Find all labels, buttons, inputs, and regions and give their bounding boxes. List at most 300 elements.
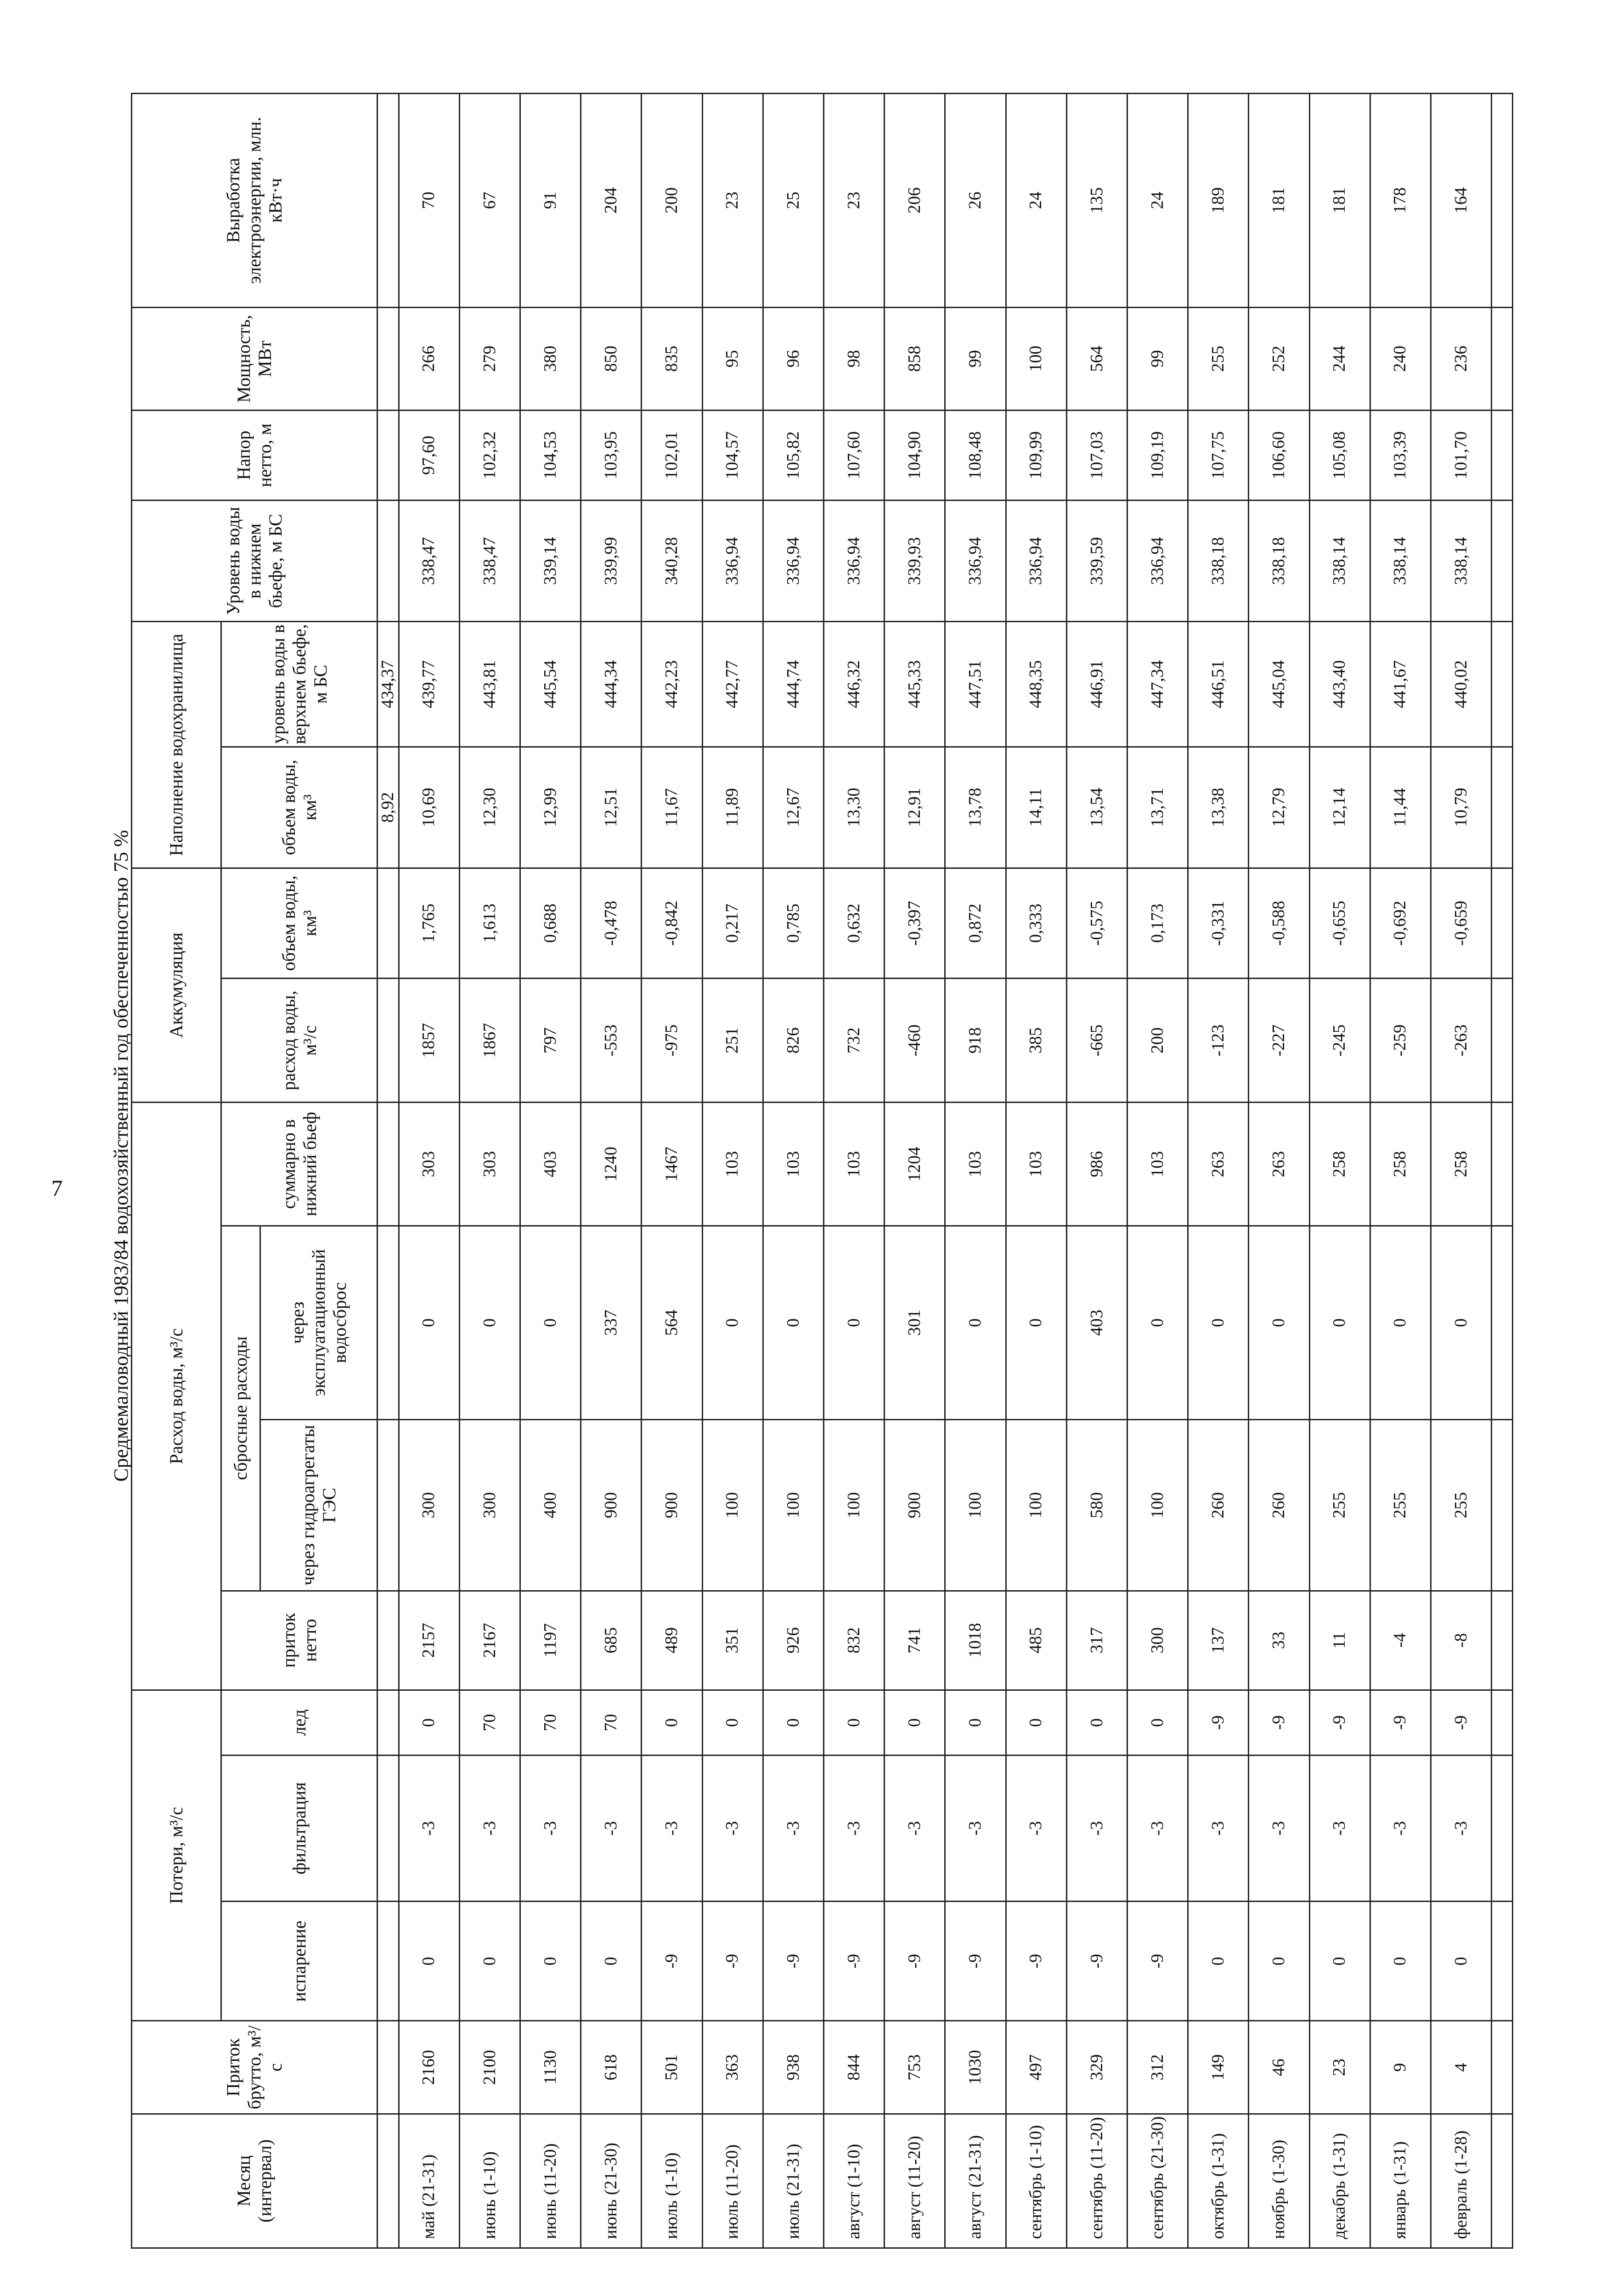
- cell-acc_v: -0,478: [581, 868, 642, 978]
- cell-ges: 100: [1006, 1420, 1066, 1591]
- cell-tail: 336,94: [945, 501, 1006, 622]
- cell-ice: 0: [1066, 1690, 1127, 1755]
- cell-netto: 33: [1249, 1591, 1309, 1690]
- cell-ice: 70: [581, 1690, 642, 1755]
- cell-spill: 564: [642, 1226, 702, 1419]
- col-upstream-level: уровень воды в верхнем бьефе, м БС: [221, 622, 378, 747]
- initial-level: 434,37: [378, 622, 399, 747]
- cell-month: январь (1-31): [1370, 2114, 1431, 2248]
- cell-ges: 300: [459, 1420, 520, 1591]
- cell-lvl: 446,51: [1188, 622, 1249, 747]
- cell-tail: 339,93: [885, 501, 945, 622]
- cell-ice: 0: [824, 1690, 885, 1755]
- cell-power: 98: [824, 307, 885, 410]
- col-energy: Выработка электроэнергии, млн. кВт·ч: [132, 94, 378, 308]
- cell-brutto: 497: [1006, 2021, 1066, 2114]
- cell-ges: 900: [581, 1420, 642, 1591]
- cell-month: июнь (1-10): [459, 2114, 520, 2248]
- water-balance-table: [131, 93, 1513, 2249]
- cell-spill: 403: [1066, 1226, 1127, 1419]
- cell-netto: 2157: [399, 1591, 459, 1690]
- table-row: [1309, 94, 1370, 2248]
- table-row: [824, 94, 885, 2248]
- cell-ice: -9: [1188, 1690, 1249, 1755]
- cell-head: 104,53: [520, 410, 581, 500]
- page-number: 7: [51, 1175, 63, 1201]
- cell-ice: -9: [1431, 1690, 1491, 1755]
- table-row-blank: [1492, 94, 1513, 2248]
- cell-netto: 351: [702, 1591, 763, 1690]
- group-discharge: Расход воды, м³/с: [132, 1103, 221, 1690]
- cell-power: 850: [581, 307, 642, 410]
- cell-energy: 26: [945, 94, 1006, 308]
- col-total-downstream: суммарно в нижний бьеф: [221, 1103, 378, 1226]
- document-title: Средмемаловодный 1983/84 водохозяйственный год обеспеченностью 75 %: [110, 830, 132, 1482]
- cell-tail: 336,94: [1006, 501, 1066, 622]
- table-row: [1431, 94, 1491, 2248]
- cell-acc_q: -553: [581, 979, 642, 1103]
- cell-evap: 0: [399, 1902, 459, 2021]
- cell-head: 102,01: [642, 410, 702, 500]
- cell-power: 99: [945, 307, 1006, 410]
- col-inflow-gross: Приток брутто, м³/с: [132, 2021, 378, 2114]
- cell-ice: -9: [1309, 1690, 1370, 1755]
- cell-acc_v: 0,333: [1006, 868, 1066, 978]
- cell-head: 109,19: [1127, 410, 1188, 500]
- cell-total: 103: [1006, 1103, 1066, 1226]
- group-accumulation: Аккумуляция: [132, 868, 221, 1103]
- cell-filt: -3: [1431, 1755, 1491, 1901]
- cell-spill: 0: [1431, 1226, 1491, 1419]
- cell-month: июнь (21-30): [581, 2114, 642, 2248]
- cell-tail: 339,59: [1066, 501, 1127, 622]
- cell-acc_q: -665: [1066, 979, 1127, 1103]
- cell-brutto: 149: [1188, 2021, 1249, 2114]
- cell-head: 109,99: [1006, 410, 1066, 500]
- cell-acc_v: 0,872: [945, 868, 1006, 978]
- cell-acc_q: 1867: [459, 979, 520, 1103]
- cell-power: 244: [1309, 307, 1370, 410]
- cell-head: 108,48: [945, 410, 1006, 500]
- cell-energy: 200: [642, 94, 702, 308]
- cell-tail: 338,14: [1431, 501, 1491, 622]
- cell-netto: 11: [1309, 1591, 1370, 1690]
- cell-ges: 260: [1188, 1420, 1249, 1591]
- cell-lvl: 443,40: [1309, 622, 1370, 747]
- cell-month: октябрь (1-31): [1188, 2114, 1249, 2248]
- cell-tail: 336,94: [824, 501, 885, 622]
- cell-total: 103: [1127, 1103, 1188, 1226]
- table-row: [885, 94, 945, 2248]
- cell-month: сентябрь (11-20): [1066, 2114, 1127, 2248]
- cell-ges: 900: [642, 1420, 702, 1591]
- cell-head: 107,60: [824, 410, 885, 500]
- col-evaporation: испарение: [221, 1902, 378, 2021]
- table-row: [520, 94, 581, 2248]
- cell-total: 303: [399, 1103, 459, 1226]
- cell-power: 835: [642, 307, 702, 410]
- cell-power: 95: [702, 307, 763, 410]
- cell-power: 380: [520, 307, 581, 410]
- cell-head: 106,60: [1249, 410, 1309, 500]
- cell-brutto: 329: [1066, 2021, 1127, 2114]
- cell-energy: 204: [581, 94, 642, 308]
- cell-lvl: 445,04: [1249, 622, 1309, 747]
- cell-head: 103,39: [1370, 410, 1431, 500]
- cell-total: 1204: [885, 1103, 945, 1226]
- cell-brutto: 2100: [459, 2021, 520, 2114]
- table-row: [581, 94, 642, 2248]
- cell-brutto: 46: [1249, 2021, 1309, 2114]
- cell-netto: 137: [1188, 1591, 1249, 1690]
- cell-energy: 189: [1188, 94, 1249, 308]
- col-fill-volume: объем воды, км³: [221, 747, 378, 868]
- cell-vol: 13,71: [1127, 747, 1188, 868]
- cell-lvl: 448,35: [1006, 622, 1066, 747]
- cell-ges: 255: [1431, 1420, 1491, 1591]
- cell-energy: 70: [399, 94, 459, 308]
- cell-vol: 12,99: [520, 747, 581, 868]
- cell-acc_v: -0,842: [642, 868, 702, 978]
- cell-ice: 70: [459, 1690, 520, 1755]
- cell-evap: -9: [824, 1902, 885, 2021]
- cell-lvl: 446,91: [1066, 622, 1127, 747]
- cell-head: 101,70: [1431, 410, 1491, 500]
- cell-energy: 206: [885, 94, 945, 308]
- cell-ges: 400: [520, 1420, 581, 1591]
- cell-vol: 12,91: [885, 747, 945, 868]
- cell-acc_q: -263: [1431, 979, 1491, 1103]
- cell-spill: 0: [1006, 1226, 1066, 1419]
- cell-filt: -3: [581, 1755, 642, 1901]
- cell-spill: 0: [1188, 1226, 1249, 1419]
- cell-acc_v: -0,692: [1370, 868, 1431, 978]
- col-power: Мощность, МВт: [132, 307, 378, 410]
- cell-filt: -3: [1127, 1755, 1188, 1901]
- cell-brutto: 844: [824, 2021, 885, 2114]
- col-through-spillway: через эксплуатационный водосброс: [260, 1226, 378, 1419]
- cell-energy: 91: [520, 94, 581, 308]
- cell-filt: -3: [702, 1755, 763, 1901]
- cell-filt: -3: [1066, 1755, 1127, 1901]
- cell-brutto: 753: [885, 2021, 945, 2114]
- cell-tail: 336,94: [702, 501, 763, 622]
- cell-month: июль (21-31): [763, 2114, 823, 2248]
- cell-brutto: 9: [1370, 2021, 1431, 2114]
- cell-ges: 900: [885, 1420, 945, 1591]
- cell-spill: 0: [399, 1226, 459, 1419]
- cell-evap: -9: [885, 1902, 945, 2021]
- cell-spill: 0: [1127, 1226, 1188, 1419]
- cell-head: 103,95: [581, 410, 642, 500]
- table-row: [459, 94, 520, 2248]
- cell-vol: 10,69: [399, 747, 459, 868]
- cell-evap: 0: [1188, 1902, 1249, 2021]
- cell-spill: 337: [581, 1226, 642, 1419]
- cell-lvl: 445,54: [520, 622, 581, 747]
- cell-ges: 100: [1127, 1420, 1188, 1591]
- table-row: [945, 94, 1006, 2248]
- cell-tail: 338,18: [1249, 501, 1309, 622]
- cell-acc_q: 918: [945, 979, 1006, 1103]
- cell-lvl: 447,34: [1127, 622, 1188, 747]
- cell-lvl: 441,67: [1370, 622, 1431, 747]
- cell-brutto: 23: [1309, 2021, 1370, 2114]
- cell-lvl: 439,77: [399, 622, 459, 747]
- cell-spill: 0: [763, 1226, 823, 1419]
- cell-ice: 0: [763, 1690, 823, 1755]
- col-acc-discharge: расход воды, м³/с: [221, 979, 378, 1103]
- cell-total: 103: [763, 1103, 823, 1226]
- cell-evap: -9: [642, 1902, 702, 2021]
- cell-evap: -9: [945, 1902, 1006, 2021]
- group-filling: Наполнение водохранилища: [132, 622, 221, 868]
- col-through-units: через гидроагрегаты ГЭС: [260, 1420, 378, 1591]
- cell-netto: 300: [1127, 1591, 1188, 1690]
- cell-month: май (21-31): [399, 2114, 459, 2248]
- cell-evap: 0: [1431, 1902, 1491, 2021]
- cell-brutto: 1030: [945, 2021, 1006, 2114]
- cell-tail: 339,14: [520, 501, 581, 622]
- cell-filt: -3: [1309, 1755, 1370, 1901]
- cell-brutto: 618: [581, 2021, 642, 2114]
- table-row: [642, 94, 702, 2248]
- cell-netto: -8: [1431, 1591, 1491, 1690]
- cell-total: 103: [945, 1103, 1006, 1226]
- cell-spill: 0: [945, 1226, 1006, 1419]
- cell-total: 258: [1431, 1103, 1491, 1226]
- cell-acc_q: 732: [824, 979, 885, 1103]
- cell-energy: 178: [1370, 94, 1431, 308]
- cell-total: 258: [1370, 1103, 1431, 1226]
- cell-filt: -3: [885, 1755, 945, 1901]
- cell-ges: 100: [763, 1420, 823, 1591]
- cell-total: 986: [1066, 1103, 1127, 1226]
- cell-evap: 0: [520, 1902, 581, 2021]
- cell-filt: -3: [763, 1755, 823, 1901]
- cell-lvl: 444,34: [581, 622, 642, 747]
- cell-vol: 11,89: [702, 747, 763, 868]
- cell-power: 99: [1127, 307, 1188, 410]
- cell-filt: -3: [1249, 1755, 1309, 1901]
- table-row: [1188, 94, 1249, 2248]
- cell-month: ноябрь (1-30): [1249, 2114, 1309, 2248]
- cell-total: 258: [1309, 1103, 1370, 1226]
- col-month: Месяц (интервал): [132, 2114, 378, 2248]
- cell-month: август (1-10): [824, 2114, 885, 2248]
- cell-tail: 338,47: [399, 501, 459, 622]
- table-row: [1127, 94, 1188, 2248]
- cell-acc_q: -259: [1370, 979, 1431, 1103]
- cell-acc_q: 200: [1127, 979, 1188, 1103]
- cell-head: 107,03: [1066, 410, 1127, 500]
- cell-spill: 0: [1370, 1226, 1431, 1419]
- cell-acc_v: 0,632: [824, 868, 885, 978]
- cell-vol: 11,44: [1370, 747, 1431, 868]
- cell-tail: 338,47: [459, 501, 520, 622]
- cell-ges: 100: [702, 1420, 763, 1591]
- cell-head: 104,90: [885, 410, 945, 500]
- cell-vol: 13,38: [1188, 747, 1249, 868]
- cell-vol: 12,51: [581, 747, 642, 868]
- cell-vol: 10,79: [1431, 747, 1491, 868]
- cell-power: 279: [459, 307, 520, 410]
- cell-vol: 12,30: [459, 747, 520, 868]
- cell-ice: -9: [1370, 1690, 1431, 1755]
- cell-ges: 100: [945, 1420, 1006, 1591]
- cell-netto: 741: [885, 1591, 945, 1690]
- cell-acc_v: -0,588: [1249, 868, 1309, 978]
- cell-total: 403: [520, 1103, 581, 1226]
- cell-lvl: 444,74: [763, 622, 823, 747]
- cell-vol: 13,30: [824, 747, 885, 868]
- cell-evap: -9: [1127, 1902, 1188, 2021]
- cell-filt: -3: [1370, 1755, 1431, 1901]
- cell-filt: -3: [1006, 1755, 1066, 1901]
- cell-brutto: 1130: [520, 2021, 581, 2114]
- cell-vol: 11,67: [642, 747, 702, 868]
- cell-total: 263: [1249, 1103, 1309, 1226]
- cell-lvl: 447,51: [945, 622, 1006, 747]
- cell-month: июнь (11-20): [520, 2114, 581, 2248]
- table-row: [1370, 94, 1431, 2248]
- cell-tail: 338,18: [1188, 501, 1249, 622]
- cell-filt: -3: [824, 1755, 885, 1901]
- cell-spill: 0: [1309, 1226, 1370, 1419]
- cell-filt: -3: [520, 1755, 581, 1901]
- cell-ges: 100: [824, 1420, 885, 1591]
- table-row: [702, 94, 763, 2248]
- cell-acc_v: -0,397: [885, 868, 945, 978]
- cell-acc_v: 0,785: [763, 868, 823, 978]
- col-acc-volume: объем воды, км³: [221, 868, 378, 978]
- cell-evap: -9: [1066, 1902, 1127, 2021]
- table-body: [399, 94, 1512, 2248]
- cell-power: 564: [1066, 307, 1127, 410]
- cell-power: 858: [885, 307, 945, 410]
- cell-head: 104,57: [702, 410, 763, 500]
- cell-total: 303: [459, 1103, 520, 1226]
- cell-ges: 580: [1066, 1420, 1127, 1591]
- cell-energy: 181: [1249, 94, 1309, 308]
- cell-spill: 0: [824, 1226, 885, 1419]
- cell-ges: 255: [1370, 1420, 1431, 1591]
- cell-energy: 67: [459, 94, 520, 308]
- cell-lvl: 446,32: [824, 622, 885, 747]
- cell-brutto: 312: [1127, 2021, 1188, 2114]
- cell-ges: 300: [399, 1420, 459, 1591]
- cell-head: 105,82: [763, 410, 823, 500]
- cell-power: 255: [1188, 307, 1249, 410]
- cell-netto: 1197: [520, 1591, 581, 1690]
- cell-spill: 0: [702, 1226, 763, 1419]
- cell-vol: 13,78: [945, 747, 1006, 868]
- cell-ice: 0: [642, 1690, 702, 1755]
- cell-brutto: 4: [1431, 2021, 1491, 2114]
- cell-total: 103: [702, 1103, 763, 1226]
- cell-power: 96: [763, 307, 823, 410]
- cell-netto: -4: [1370, 1591, 1431, 1690]
- cell-acc_q: -227: [1249, 979, 1309, 1103]
- cell-month: июль (11-20): [702, 2114, 763, 2248]
- cell-ice: 0: [885, 1690, 945, 1755]
- cell-energy: 25: [763, 94, 823, 308]
- cell-lvl: 440,02: [1431, 622, 1491, 747]
- cell-lvl: 442,23: [642, 622, 702, 747]
- cell-acc_v: 0,217: [702, 868, 763, 978]
- cell-total: 1240: [581, 1103, 642, 1226]
- cell-acc_q: 251: [702, 979, 763, 1103]
- cell-brutto: 938: [763, 2021, 823, 2114]
- cell-ice: 0: [945, 1690, 1006, 1755]
- cell-netto: 489: [642, 1591, 702, 1690]
- cell-month: июль (1-10): [642, 2114, 702, 2248]
- cell-ice: 0: [399, 1690, 459, 1755]
- cell-spill: 0: [459, 1226, 520, 1419]
- cell-acc_q: -975: [642, 979, 702, 1103]
- cell-acc_v: -0,655: [1309, 868, 1370, 978]
- cell-total: 1467: [642, 1103, 702, 1226]
- cell-spill: 301: [885, 1226, 945, 1419]
- cell-evap: 0: [1370, 1902, 1431, 2021]
- col-filtration: фильтрация: [221, 1755, 378, 1901]
- cell-netto: 1018: [945, 1591, 1006, 1690]
- cell-acc_v: -0,331: [1188, 868, 1249, 978]
- initial-state-row: [378, 94, 399, 2248]
- cell-tail: 336,94: [1127, 501, 1188, 622]
- cell-brutto: 2160: [399, 2021, 459, 2114]
- cell-vol: 12,79: [1249, 747, 1309, 868]
- cell-evap: 0: [1249, 1902, 1309, 2021]
- cell-power: 100: [1006, 307, 1066, 410]
- cell-tail: 339,99: [581, 501, 642, 622]
- cell-lvl: 445,33: [885, 622, 945, 747]
- cell-power: 236: [1431, 307, 1491, 410]
- cell-evap: -9: [1006, 1902, 1066, 2021]
- cell-tail: 338,14: [1370, 501, 1431, 622]
- cell-evap: 0: [459, 1902, 520, 2021]
- cell-evap: -9: [702, 1902, 763, 2021]
- cell-acc_v: 0,173: [1127, 868, 1188, 978]
- cell-tail: 338,14: [1309, 501, 1370, 622]
- cell-netto: 485: [1006, 1591, 1066, 1690]
- cell-power: 266: [399, 307, 459, 410]
- cell-netto: 832: [824, 1591, 885, 1690]
- table-row: [763, 94, 823, 2248]
- cell-evap: -9: [763, 1902, 823, 2021]
- cell-lvl: 443,81: [459, 622, 520, 747]
- group-spillway: сбросные расходы: [221, 1226, 260, 1591]
- table-row: [1249, 94, 1309, 2248]
- cell-month: декабрь (1-31): [1309, 2114, 1370, 2248]
- cell-ice: 70: [520, 1690, 581, 1755]
- group-losses: Потери, м³/с: [132, 1690, 221, 2021]
- cell-acc_q: -460: [885, 979, 945, 1103]
- cell-energy: 24: [1127, 94, 1188, 308]
- cell-vol: 12,14: [1309, 747, 1370, 868]
- cell-ice: 0: [1127, 1690, 1188, 1755]
- cell-energy: 181: [1309, 94, 1370, 308]
- cell-acc_v: 1,765: [399, 868, 459, 978]
- cell-head: 107,75: [1188, 410, 1249, 500]
- cell-acc_v: 0,688: [520, 868, 581, 978]
- cell-filt: -3: [1188, 1755, 1249, 1901]
- cell-filt: -3: [459, 1755, 520, 1901]
- cell-lvl: 442,77: [702, 622, 763, 747]
- cell-tail: 336,94: [763, 501, 823, 622]
- cell-energy: 164: [1431, 94, 1491, 308]
- col-downstream-level: Уровень воды в нижнем бьефе, м БС: [132, 501, 378, 622]
